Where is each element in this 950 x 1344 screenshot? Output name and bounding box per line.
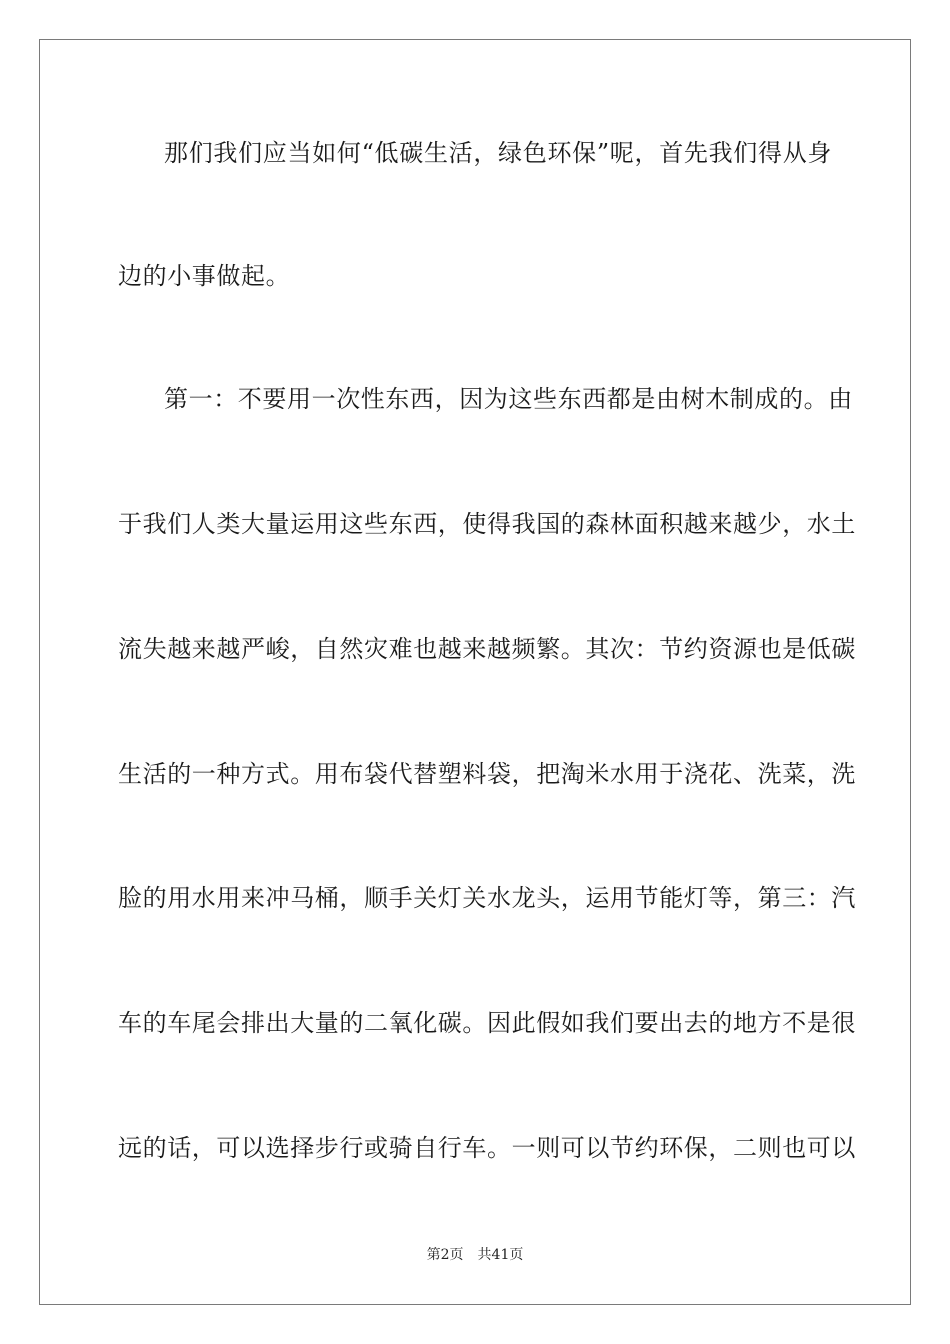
paragraph-line: 车的车尾会排出大量的二氧化碳。因此假如我们要出去的地方不是很: [118, 1009, 856, 1037]
page-border: [39, 39, 911, 1305]
paragraph-line: 那们我们应当如何“低碳生活，绿色环保”呢，首先我们得从身: [164, 139, 832, 167]
total-pages: 共41页: [477, 1247, 524, 1263]
paragraph-line: 脸的用水用来冲马桶，顺手关灯关水龙头，运用节能灯等，第三：汽: [118, 884, 856, 912]
page-number: 第2页: [426, 1247, 464, 1263]
paragraph-line: 远的话，可以选择步行或骑自行车。一则可以节约环保，二则也可以: [118, 1134, 856, 1162]
paragraph-line: 流失越来越严峻，自然灾难也越来越频繁。其次：节约资源也是低碳: [118, 635, 856, 663]
paragraph-line: 生活的一种方式。用布袋代替塑料袋，把淘米水用于浇花、洗菜，洗: [118, 760, 856, 788]
paragraph-line: 边的小事做起。: [118, 262, 291, 290]
paragraph-line: 于我们人类大量运用这些东西，使得我国的森林面积越来越少，水土: [118, 510, 856, 538]
page-footer: [0, 1246, 950, 1264]
paragraph-line: 第一：不要用一次性东西，因为这些东西都是由树木制成的。由: [164, 385, 853, 413]
